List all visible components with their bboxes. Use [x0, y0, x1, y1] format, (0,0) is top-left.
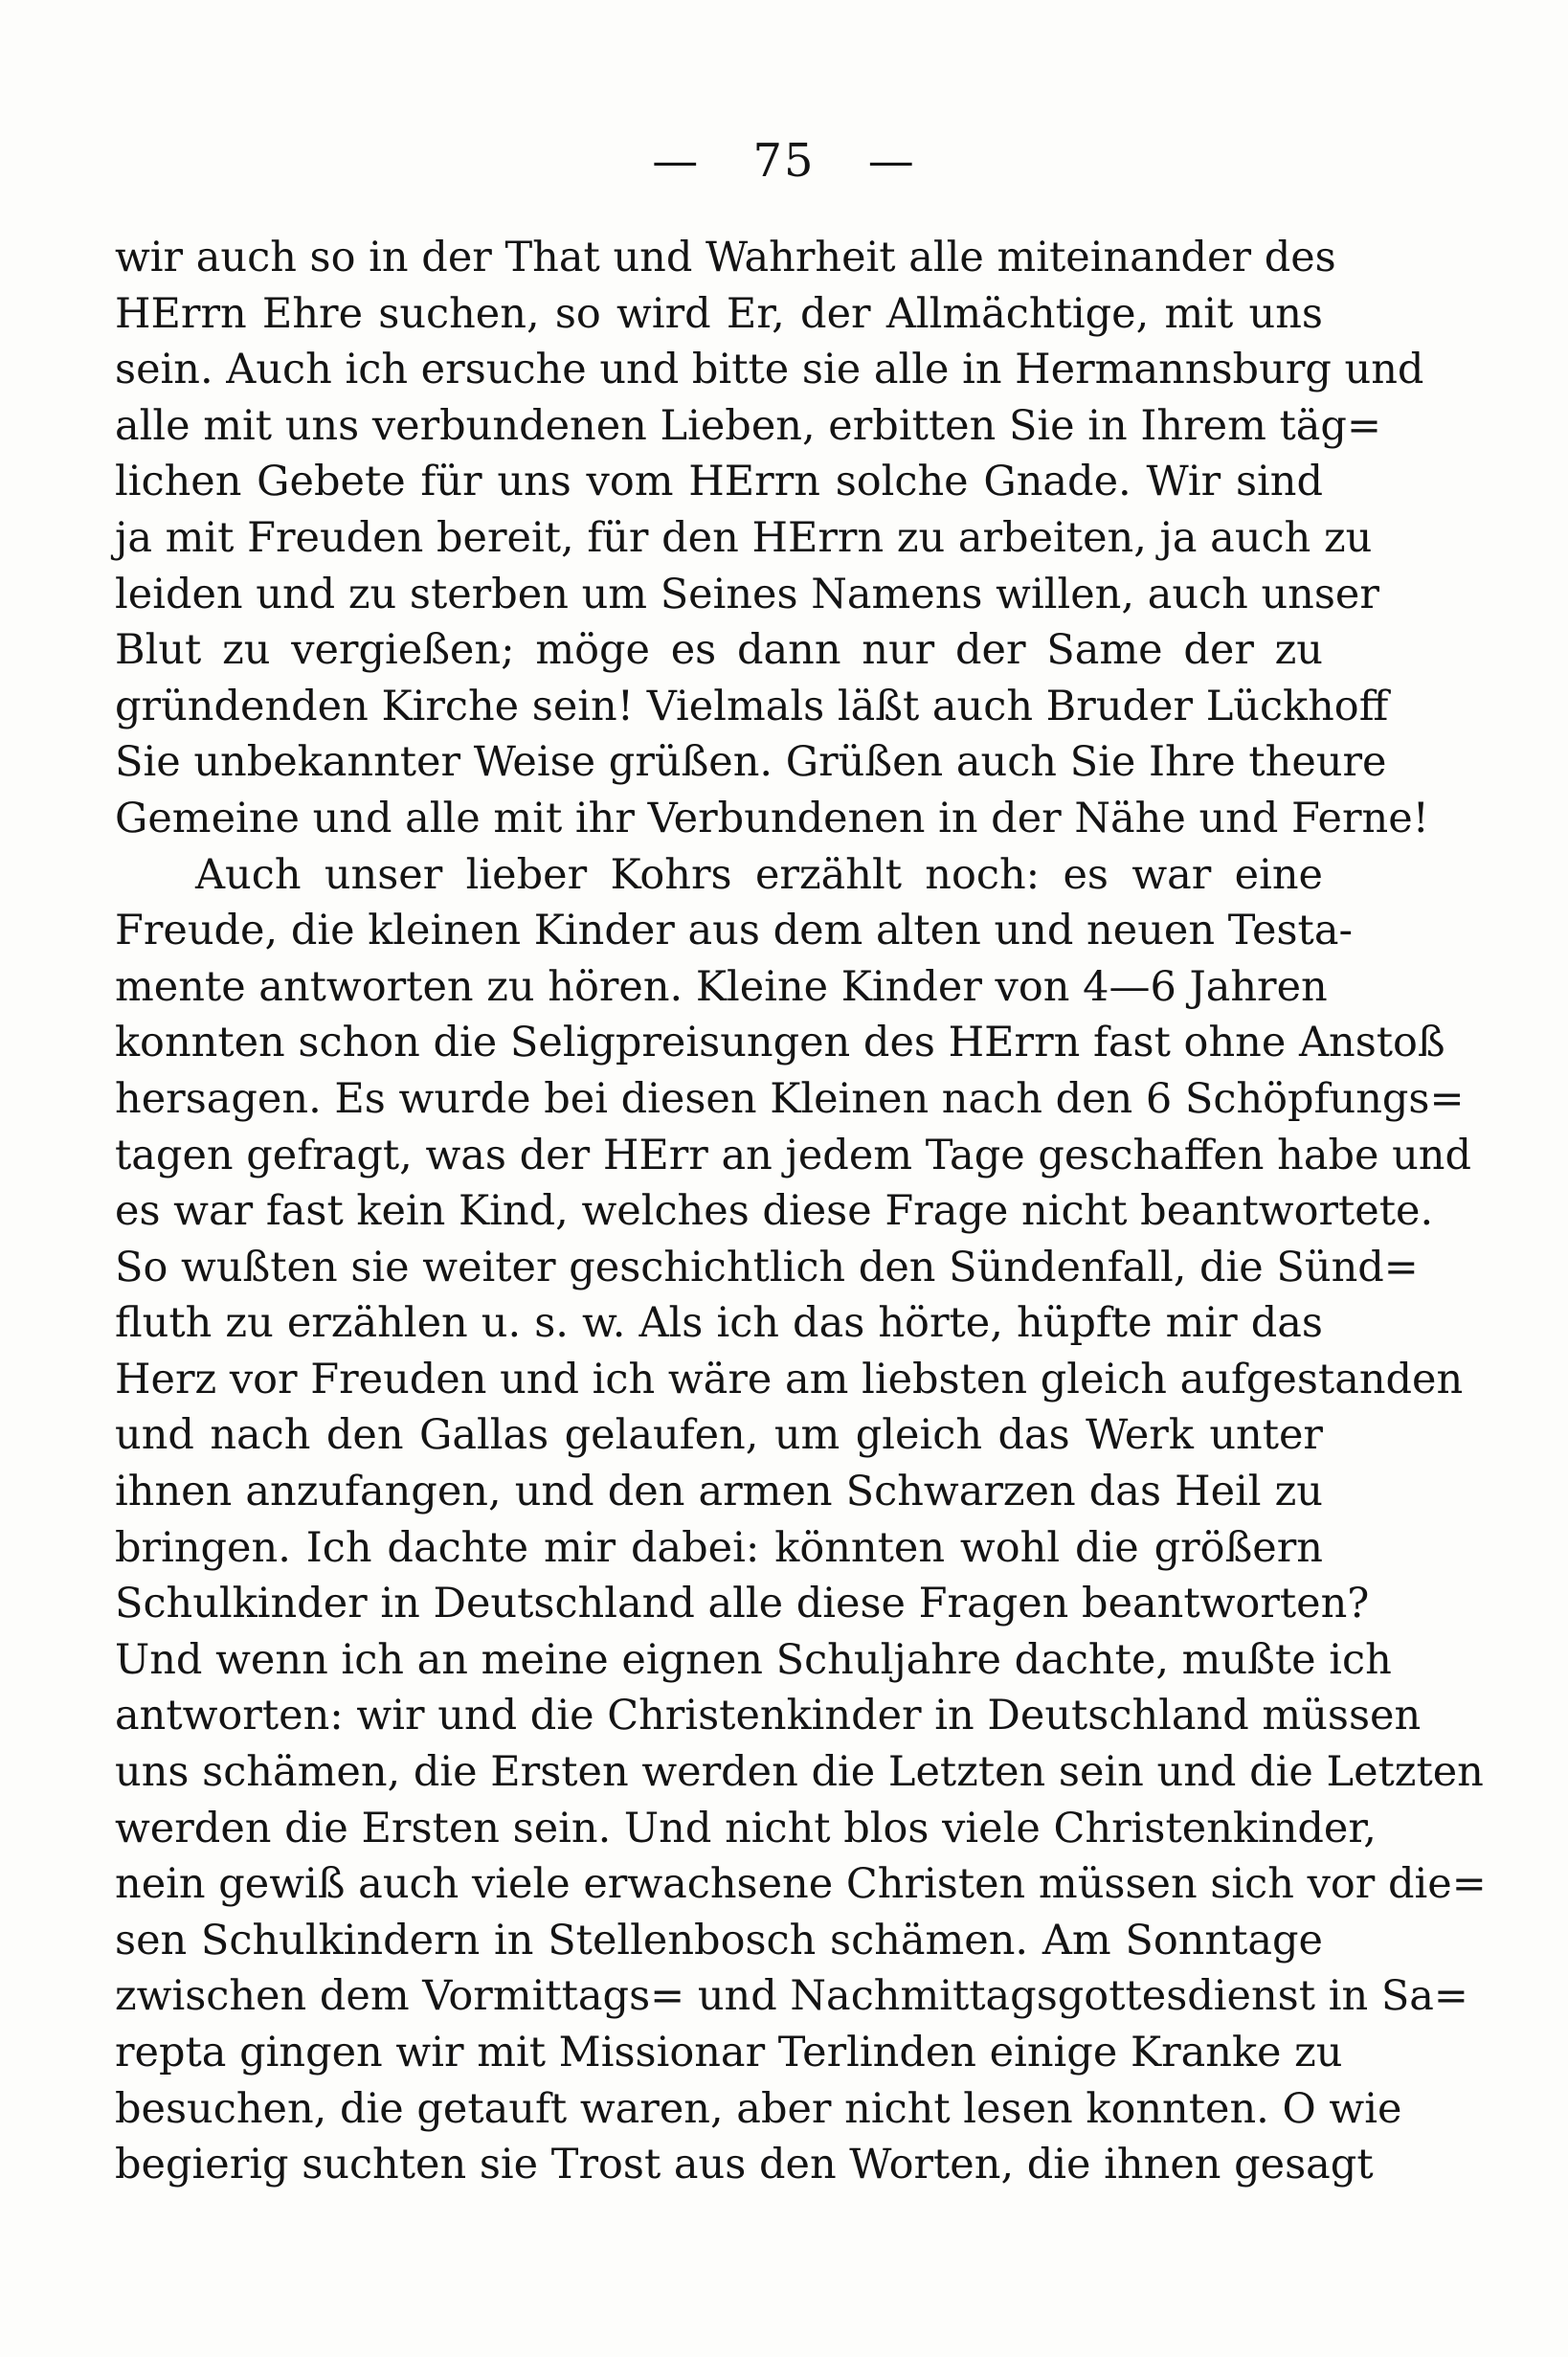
- text-line: Und wenn ich an meine eignen Schuljahre dachte, mußte ich: [115, 1635, 1392, 1684]
- text-line: repta gingen wir mit Missionar Terlinden einige Kranke zu: [115, 2029, 1343, 2076]
- text-line: So wußten sie weiter geschichtlich den Sündenfall, die Sünd=: [115, 1243, 1419, 1291]
- paragraph-start-line: Auch unser lieber Kohrs erzählt noch: es war eine: [195, 850, 1323, 899]
- header-dash-right: —: [867, 134, 916, 188]
- page-number: 75: [752, 134, 816, 188]
- text-line: tagen gefragt, was der HErr an jedem Tage geschaffen habe und: [115, 1131, 1472, 1179]
- text-line: mente antworten zu hören. Kleine Kinder von 4—6 Jahren: [115, 962, 1328, 1011]
- header-dash-left: —: [652, 134, 701, 188]
- text-line: ihnen anzufangen, und den armen Schwarzen das Heil zu: [115, 1468, 1323, 1516]
- text-line: gründenden Kirche sein! Vielmals läßt auch Bruder Lückhoff: [115, 682, 1389, 730]
- text-line: Schulkinder in Deutschland alle diese Fragen beantworten?: [115, 1580, 1370, 1628]
- text-line: HErrn Ehre suchen, so wird Er, der Allmächtige, mit uns: [115, 289, 1323, 338]
- text-line: Blut zu vergießen; möge es dann nur der Same der zu: [115, 626, 1323, 675]
- text-line: uns schämen, die Ersten werden die Letzten sein und die Letzten: [115, 1748, 1484, 1797]
- text-line: es war fast kein Kind, welches diese Frage nicht beantwortete.: [115, 1187, 1434, 1236]
- text-line: bringen. Ich dachte mir dabei: könnten wohl die größern: [115, 1523, 1323, 1572]
- text-line: Sie unbekannter Weise grüßen. Grüßen auch Sie Ihre theure: [115, 738, 1387, 787]
- text-line: lichen Gebete für uns vom HErrn solche Gnade. Wir sind: [115, 458, 1323, 506]
- text-line: konnten schon die Seligpreisungen des HErrn fast ohne Anstoß: [115, 1019, 1445, 1067]
- text-line: fluth zu erzählen u. s. w. Als ich das hörte, hüpfte mir das: [115, 1299, 1323, 1348]
- text-line: sein. Auch ich ersuche und bitte sie alle in Hermannsburg und: [115, 346, 1424, 394]
- text-line: und nach den Gallas gelaufen, um gleich das Werk unter: [115, 1411, 1323, 1460]
- text-line: wir auch so in der That und Wahrheit alle miteinander des: [115, 234, 1336, 281]
- text-line: hersagen. Es wurde bei diesen Kleinen nach den 6 Schöpfungs=: [115, 1074, 1465, 1123]
- text-line: leiden und zu sterben um Seines Namens willen, auch unser: [115, 570, 1379, 618]
- text-line: nein gewiß auch viele erwachsene Christen müssen sich vor die=: [115, 1860, 1487, 1909]
- text-line: Herz vor Freuden und ich wäre am liebsten gleich aufgestanden: [115, 1355, 1464, 1403]
- text-line: alle mit uns verbundenen Lieben, erbitten Sie in Ihrem täg=: [115, 401, 1381, 450]
- text-line: Freude, die kleinen Kinder aus dem alten und neuen Testa-: [115, 907, 1354, 955]
- text-line: zwischen dem Vormittags= und Nachmittagsgottesdienst in Sa=: [115, 1972, 1468, 2021]
- text-line: ja mit Freuden bereit, für den HErrn zu arbeiten, ja auch zu: [115, 513, 1373, 562]
- body-text: [115, 230, 1487, 2193]
- page-header: [0, 134, 1568, 188]
- text-line: besuchen, die getauft waren, aber nicht lesen konnten. O wie: [115, 2084, 1402, 2133]
- text-line: begierig suchten sie Trost aus den Worten, die ihnen gesagt: [115, 2141, 1374, 2189]
- text-line: antworten: wir und die Christenkinder in Deutschland müssen: [115, 1692, 1422, 1740]
- paragraph-end-line: Gemeine und alle mit ihr Verbundenen in der Nähe und Ferne!: [115, 794, 1429, 842]
- text-line: werden die Ersten sein. Und nicht blos viele Christenkinder,: [115, 1804, 1377, 1852]
- text-line: sen Schulkindern in Stellenbosch schämen. Am Sonntage: [115, 1916, 1323, 1964]
